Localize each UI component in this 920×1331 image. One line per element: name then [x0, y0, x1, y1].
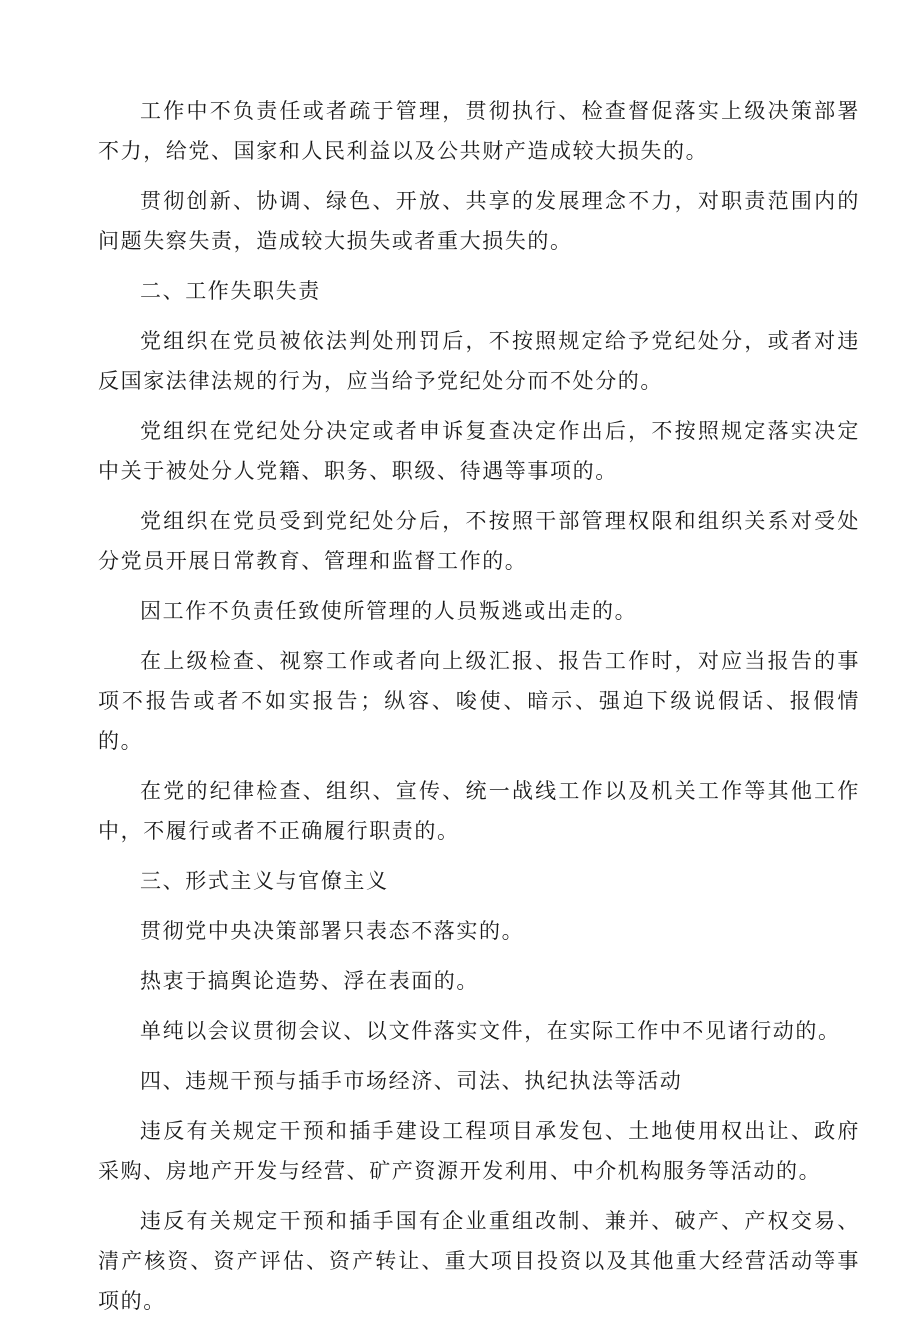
paragraph: 贯彻创新、协调、绿色、开放、共享的发展理念不力，对职责范围内的问题失察失责，造成较大损失或者重大损失的。 [98, 189, 860, 253]
section-heading: 二、工作失职失责 [140, 279, 321, 303]
paragraph: 党组织在党员被依法判处刑罚后，不按照规定给予党纪处分，或者对违反国家法律法规的行为，应当给予党纪处分而不处分的。 [98, 329, 860, 393]
paragraph: 党组织在党员受到党纪处分后，不按照干部管理权限和组织关系对受处分党员开展日常教育、管理和监督工作的。 [98, 509, 860, 573]
paragraph: 在上级检查、视察工作或者向上级汇报、报告工作时，对应当报告的事项不报告或者不如实报告；纵容、唆使、暗示、强迫下级说假话、报假情的。 [98, 649, 860, 753]
paragraph: 工作中不负责任或者疏于管理，贯彻执行、检查督促落实上级决策部署不力，给党、国家和人民利益以及公共财产造成较大损失的。 [98, 99, 860, 163]
paragraph: 单纯以会议贯彻会议、以文件落实文件，在实际工作中不见诸行动的。 [140, 1019, 841, 1043]
paragraph: 在党的纪律检查、组织、宣传、统一战线工作以及机关工作等其他工作中，不履行或者不正确履行职责的。 [98, 779, 860, 843]
paragraph: 违反有关规定干预和插手国有企业重组改制、兼并、破产、产权交易、清产核资、资产评估、资产转让、重大项目投资以及其他重大经营活动等事项的。 [98, 1209, 860, 1313]
document-body [98, 91, 860, 1331]
paragraph: 党组织在党纪处分决定或者申诉复查决定作出后，不按照规定落实决定中关于被处分人党籍、职务、职级、待遇等事项的。 [98, 419, 860, 483]
paragraph: 热衷于搞舆论造势、浮在表面的。 [140, 969, 479, 993]
paragraph: 贯彻党中央决策部署只表态不落实的。 [140, 919, 525, 943]
paragraph: 因工作不负责任致使所管理的人员叛逃或出走的。 [140, 599, 638, 623]
paragraph: 违反有关规定干预和插手建设工程项目承发包、土地使用权出让、政府采购、房地产开发与经营、矿产资源开发利用、中介机构服务等活动的。 [98, 1119, 860, 1183]
section-heading: 三、形式主义与官僚主义 [140, 869, 389, 893]
section-heading: 四、违规干预与插手市场经济、司法、执纪执法等活动 [140, 1069, 683, 1093]
